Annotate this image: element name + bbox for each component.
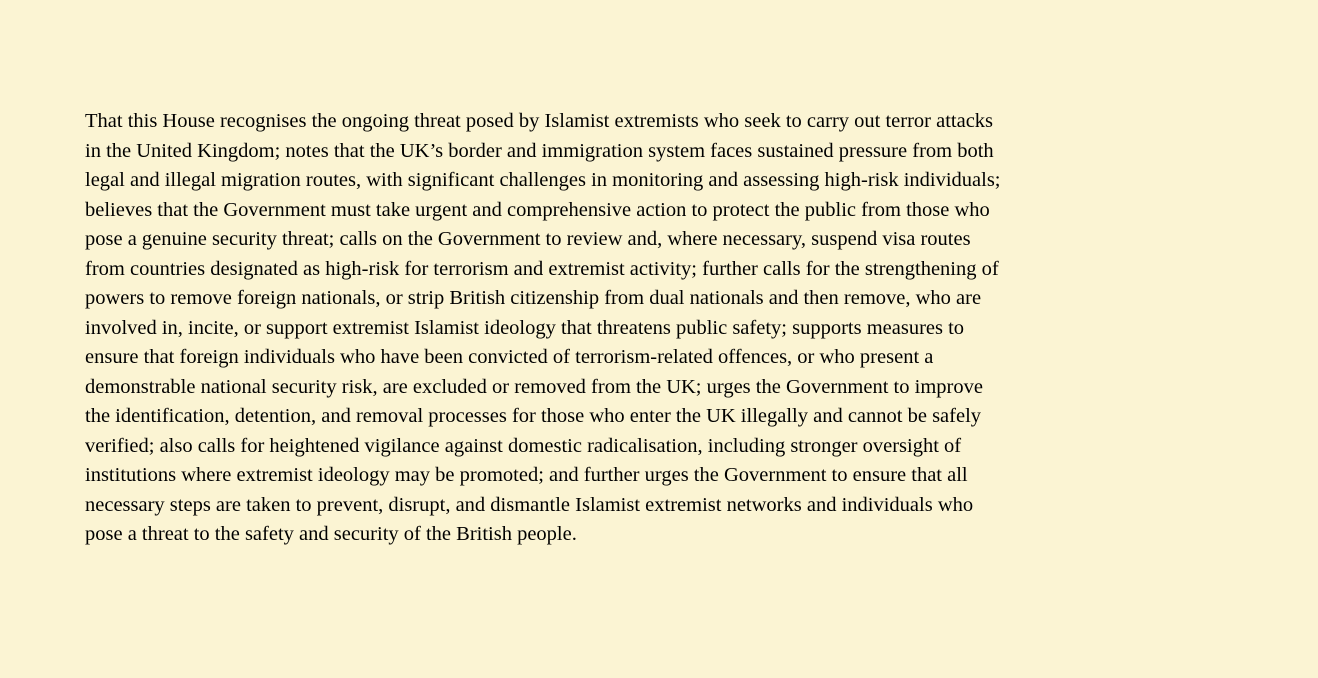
motion-text-block [85, 107, 1235, 550]
text-line: from countries designated as high-risk for terrorism and extremist activity; further calls for the strengthening of [85, 257, 999, 280]
text-line: legal and illegal migration routes, with significant challenges in monitoring and assessing high-risk individuals; [85, 169, 1001, 191]
text-line: verified; also calls for heightened vigilance against domestic radicalisation, including stronger oversight of [85, 434, 962, 457]
text-line: the identification, detention, and removal processes for those who enter the UK illegally and cannot be safely [85, 405, 982, 427]
text-line: in the United Kingdom; notes that the UK’s border and immigration system faces sustained pressure from both [85, 139, 994, 162]
text-line: involved in, incite, or support extremist Islamist ideology that threatens public safety; supports measures to [85, 316, 965, 339]
text-line: believes that the Government must take urgent and comprehensive action to protect the public from those who [85, 198, 990, 221]
text-line: demonstrable national security risk, are excluded or removed from the UK; urges the Government to improve [85, 375, 983, 398]
text-line: powers to remove foreign nationals, or strip British citizenship from dual nationals and then remove, who are [85, 287, 982, 309]
text-line: pose a threat to the safety and security of the British people. [85, 523, 577, 545]
text-line: institutions where extremist ideology may be promoted; and further urges the Government to ensure that all [85, 464, 968, 486]
text-line: That this House recognises the ongoing threat posed by Islamist extremists who seek to carry out terror attacks [85, 110, 994, 132]
text-line: necessary steps are taken to prevent, disrupt, and dismantle Islamist extremist networks and individuals who [85, 493, 974, 516]
text-line: pose a genuine security threat; calls on the Government to review and, where necessary, suspend visa routes [85, 228, 971, 250]
text-line: ensure that foreign individuals who have been convicted of terrorism-related offences, or who present a [85, 346, 934, 368]
